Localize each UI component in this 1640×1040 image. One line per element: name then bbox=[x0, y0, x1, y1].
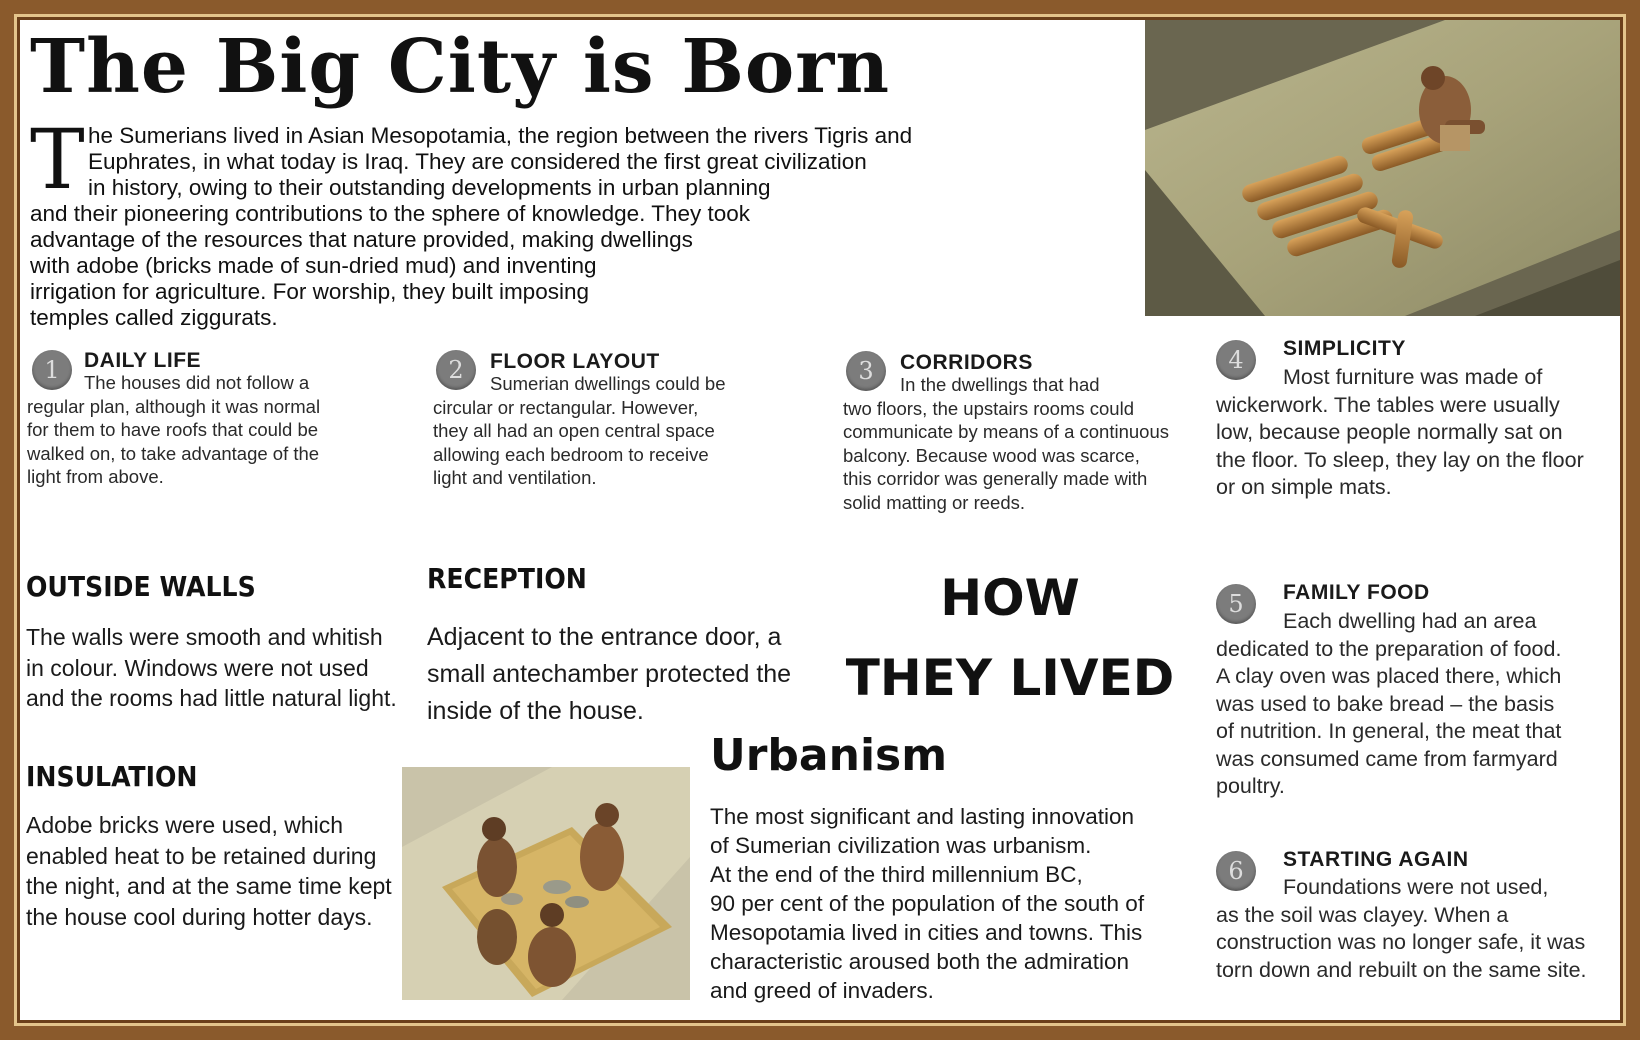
item-heading: FLOOR LAYOUT bbox=[490, 350, 660, 373]
intro-line: temples called ziggurats. bbox=[30, 305, 278, 330]
body-line: communicate by means of a continuous bbox=[843, 421, 1169, 442]
number-badge: 2 bbox=[436, 350, 476, 390]
body-line: A clay oven was placed there, which bbox=[1216, 664, 1562, 688]
item-body bbox=[433, 372, 726, 490]
number-badge: 1 bbox=[32, 350, 72, 390]
body-line: as the soil was clayey. When a bbox=[1216, 902, 1509, 927]
body-line: Adjacent to the entrance door, a bbox=[427, 623, 782, 651]
body-line: Each dwelling had an area bbox=[1283, 609, 1537, 633]
body-line: The houses did not follow a bbox=[84, 372, 310, 393]
intro-line: he Sumerians lived in Asian Mesopotamia, the region between the rivers Tigris and bbox=[88, 123, 913, 148]
roof-logs-illustration bbox=[1145, 20, 1620, 316]
body-line: In the dwellings that had bbox=[900, 374, 1100, 395]
body-line: was used to bake bread – the basis bbox=[1216, 691, 1555, 716]
body-line: wickerwork. The tables were usually bbox=[1216, 392, 1560, 417]
how-line-1: HOW bbox=[940, 569, 1080, 627]
how-they-lived-heading bbox=[835, 558, 1185, 718]
number-badge: 4 bbox=[1216, 340, 1256, 380]
body-line: Most furniture was made of bbox=[1283, 365, 1543, 389]
body-line: dedicated to the preparation of food. bbox=[1216, 636, 1562, 661]
body-line: balcony. Because wood was scarce, bbox=[843, 444, 1140, 466]
body-line: this corridor was generally made with bbox=[843, 468, 1148, 489]
body-line: low, because people normally sat on bbox=[1216, 420, 1563, 444]
item-heading: STARTING AGAIN bbox=[1283, 848, 1469, 871]
body-line: enabled heat to be retained during bbox=[26, 842, 377, 869]
body-line: The most significant and lasting innovation bbox=[710, 804, 1134, 829]
intro-line: advantage of the resources that nature provided, making dwellings bbox=[30, 227, 693, 252]
item-body bbox=[27, 371, 320, 489]
intro-line: irrigation for agriculture. For worship, they built imposing bbox=[30, 279, 589, 304]
body-line: characteristic aroused both the admiration bbox=[710, 949, 1129, 974]
seated-people-illustration bbox=[402, 767, 690, 1000]
outside-walls-heading: OUTSIDE WALLS bbox=[26, 570, 256, 603]
body-line: circular or rectangular. However, bbox=[433, 396, 699, 418]
body-line: the night, and at the same time kept bbox=[26, 873, 392, 899]
body-line: light and ventilation. bbox=[433, 467, 597, 488]
body-line: Sumerian dwellings could be bbox=[490, 373, 726, 394]
body-line: Foundations were not used, bbox=[1283, 875, 1549, 899]
item-heading: SIMPLICITY bbox=[1283, 337, 1406, 360]
body-line: light from above. bbox=[27, 466, 164, 487]
outside-walls-body bbox=[26, 622, 397, 714]
intro-line: with adobe (bricks made of sun-dried mud) and inventing bbox=[30, 253, 597, 278]
body-line: inside of the house. bbox=[427, 697, 644, 725]
intro-line: and their pioneering contributions to the sphere of knowledge. They took bbox=[30, 201, 751, 226]
item-heading: FAMILY FOOD bbox=[1283, 581, 1430, 604]
body-line: small antechamber protected the bbox=[427, 660, 792, 688]
item-heading: DAILY LIFE bbox=[84, 349, 202, 372]
body-line: regular plan, although it was normal bbox=[27, 395, 321, 417]
insulation-heading: INSULATION bbox=[26, 760, 198, 793]
body-line: two floors, the upstairs rooms could bbox=[843, 397, 1134, 419]
body-line: At the end of the third millennium BC, bbox=[710, 862, 1083, 887]
document-page bbox=[20, 20, 1620, 1020]
body-line: The walls were smooth and whitish bbox=[26, 624, 383, 650]
reception-body bbox=[427, 619, 791, 730]
body-line: walked on, to take advantage of the bbox=[27, 442, 320, 464]
reception-heading: RECEPTION bbox=[427, 562, 587, 595]
body-line: the floor. To sleep, they lay on the floor bbox=[1216, 447, 1584, 472]
number-badge: 3 bbox=[846, 351, 886, 391]
body-line: or on simple mats. bbox=[1216, 475, 1392, 499]
item-heading: CORRIDORS bbox=[900, 351, 1033, 374]
item-body bbox=[843, 373, 1169, 514]
urbanism-body bbox=[710, 802, 1144, 1005]
number-badge: 6 bbox=[1216, 851, 1256, 891]
item-body bbox=[1216, 608, 1561, 801]
body-line: the house cool during hotter days. bbox=[26, 903, 373, 930]
body-line: was consumed came from farmyard bbox=[1216, 746, 1558, 771]
body-line: allowing each bedroom to receive bbox=[433, 443, 709, 465]
how-line-2: THEY LIVED bbox=[845, 649, 1175, 707]
page-title: The Big City is Born bbox=[30, 24, 891, 110]
body-line: for them to have roofs that could be bbox=[27, 419, 319, 440]
intro-line: Euphrates, in what today is Iraq. They are considered the first great civilization bbox=[88, 149, 867, 174]
body-line: they all had an open central space bbox=[433, 420, 715, 441]
body-line: of nutrition. In general, the meat that bbox=[1216, 719, 1562, 743]
insulation-body bbox=[26, 810, 392, 932]
item-body bbox=[1216, 874, 1587, 984]
body-line: Mesopotamia lived in cities and towns. This bbox=[710, 920, 1143, 945]
body-line: in colour. Windows were not used bbox=[26, 654, 369, 681]
number-badge: 5 bbox=[1216, 584, 1256, 624]
intro-line: in history, owing to their outstanding developments in urban planning bbox=[88, 175, 771, 200]
body-line: and greed of invaders. bbox=[710, 978, 934, 1003]
body-line: of Sumerian civilization was urbanism. bbox=[710, 833, 1092, 858]
urbanism-heading: Urbanism bbox=[710, 730, 948, 781]
body-line: and the rooms had little natural light. bbox=[26, 685, 397, 711]
drop-cap: T bbox=[30, 113, 85, 208]
item-body bbox=[1216, 364, 1584, 502]
body-line: Adobe bricks were used, which bbox=[26, 812, 344, 838]
body-line: torn down and rebuilt on the same site. bbox=[1216, 957, 1587, 982]
body-line: 90 per cent of the population of the south of bbox=[710, 891, 1145, 916]
body-line: poultry. bbox=[1216, 774, 1285, 798]
body-line: construction was no longer safe, it was bbox=[1216, 930, 1586, 954]
body-line: solid matting or reeds. bbox=[843, 491, 1026, 513]
